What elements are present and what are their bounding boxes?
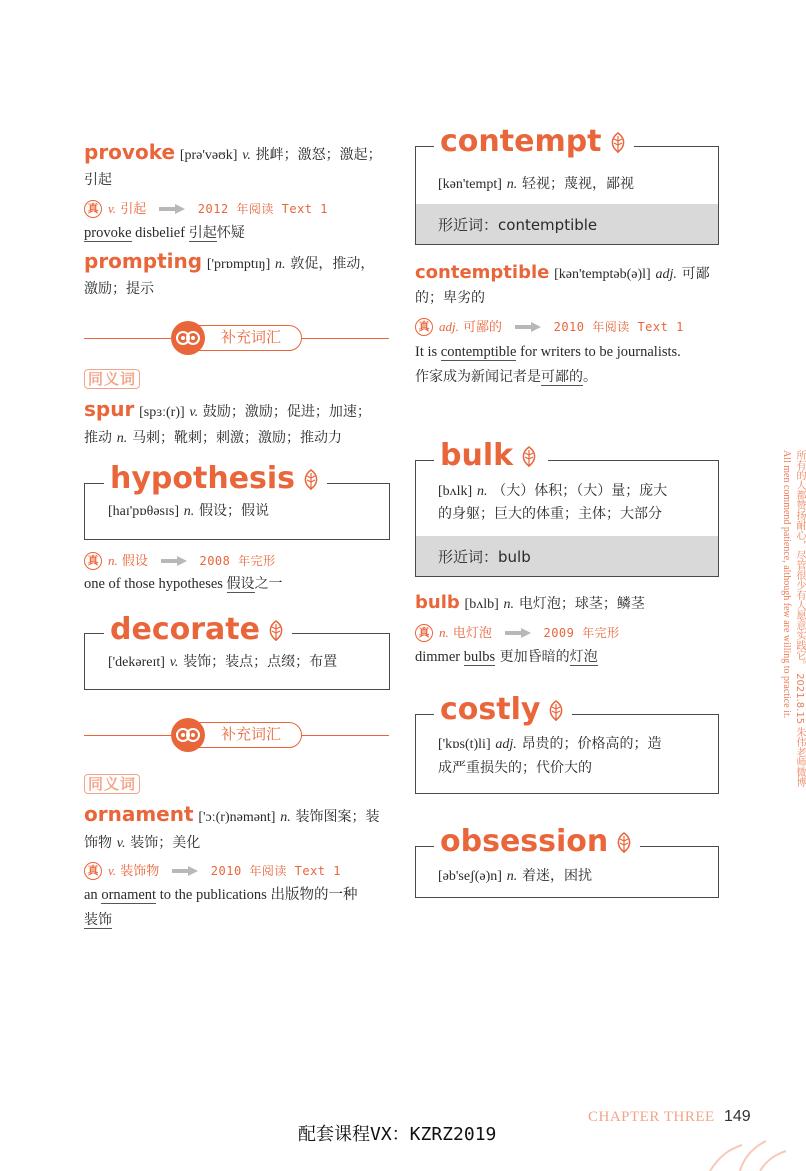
definition-continued: 的身躯；巨大的体重；主体；大部分 xyxy=(438,506,662,522)
phonetic: ['prɒmptɪŋ] xyxy=(206,257,271,272)
leaf-icon xyxy=(608,132,628,154)
definition: 电灯泡；球茎；鳞茎 xyxy=(518,596,645,612)
definition: 敦促，推动， xyxy=(290,256,375,272)
exam-source: 2012 年阅读 Text 1 xyxy=(197,202,328,216)
definition: 推动 xyxy=(84,430,112,446)
example-sentence xyxy=(415,339,681,366)
definition: 假设；假说 xyxy=(199,503,270,519)
headword: costly xyxy=(440,692,541,727)
leaf-icon xyxy=(546,700,566,722)
example-sentence xyxy=(84,571,283,598)
chapter-label: CHAPTER THREE xyxy=(588,1109,715,1125)
exam-citation xyxy=(415,313,684,341)
definition-continued: 引起 xyxy=(84,172,112,188)
phonetic: [bʌlk] xyxy=(438,484,473,499)
example-keyword-cn: 引起 xyxy=(188,225,217,241)
definition: 饰物 xyxy=(84,835,112,851)
part-of-speech: n. xyxy=(280,810,291,825)
example-keyword: ornament xyxy=(101,887,157,903)
phonetic: [haɪ'pɒθəsɪs] xyxy=(108,504,179,519)
example-sentence xyxy=(84,220,245,247)
part-of-speech: v. xyxy=(169,655,179,670)
leaf-icon xyxy=(266,620,286,642)
side-quote xyxy=(760,450,806,800)
headword: ornament xyxy=(84,802,194,826)
similar-label: 形近词： xyxy=(438,216,499,234)
boxed-headword xyxy=(434,692,572,727)
side-quote-chinese: 所有的人都赞扬耐心，尽管很少有人愿意实践它。 2021.8.15 朱伟老师微博 xyxy=(794,450,805,788)
part-of-speech: n. xyxy=(275,257,286,272)
definition: 装饰；装点；点缀；布置 xyxy=(183,654,338,670)
exam-badge: 真 xyxy=(84,552,102,570)
arrow-right-icon xyxy=(172,866,198,876)
exam-source: 2008 年完形 xyxy=(199,554,276,568)
similar-word-line xyxy=(438,546,531,567)
arrow-right-icon xyxy=(161,556,187,566)
headword: contempt xyxy=(440,124,602,159)
entry-spur xyxy=(84,396,371,426)
example-keyword: provoke xyxy=(84,225,132,241)
definition: 马刺；靴刺；刺激；激励；推动力 xyxy=(132,430,343,446)
exam-pos: v. xyxy=(108,201,117,216)
example-keyword-cn: 假设 xyxy=(226,576,255,592)
headword: provoke xyxy=(84,140,176,164)
exam-badge: 真 xyxy=(415,318,433,336)
leaf-decoration-icon xyxy=(700,1135,790,1171)
example-keyword: bulbs xyxy=(463,649,496,665)
definition: 可鄙 xyxy=(681,266,710,282)
example-text-cn: 之一 xyxy=(254,576,283,592)
part-of-speech: n. xyxy=(183,504,195,519)
exam-source: 2010 年阅读 Text 1 xyxy=(210,864,341,878)
definition: 装饰图案；装 xyxy=(295,809,380,825)
definition-continued: 的；卑劣的 xyxy=(415,290,485,306)
part-of-speech: n. xyxy=(503,597,515,612)
example-text: for writers to be journalists. xyxy=(516,344,681,360)
exam-meaning: 引起 xyxy=(120,202,147,217)
exam-badge: 真 xyxy=(84,200,102,218)
side-quote-english: All men commend patience, although few are willing to practice it. xyxy=(781,450,792,719)
phonetic: [spɜː(r)] xyxy=(139,405,185,420)
part-of-speech: v. xyxy=(116,836,126,851)
definition: （大）体积；（大）量；庞大 xyxy=(492,483,668,499)
part-of-speech: n. xyxy=(477,484,488,499)
definition: 鼓励；激励；促进；加速； xyxy=(202,404,371,420)
entry-prompting xyxy=(84,248,374,278)
exam-meaning: 电灯泡 xyxy=(452,626,492,641)
headword: decorate xyxy=(110,612,260,647)
similar-word: contemptible xyxy=(498,216,598,234)
example-text: It is xyxy=(415,344,441,360)
exam-source: 2009 年完形 xyxy=(543,626,620,640)
phonetic: [kən'temptəb(ə)l] xyxy=(554,267,651,282)
boxed-headword xyxy=(434,824,640,859)
supplementary-label: 补充词汇 xyxy=(221,328,282,346)
definition: 着迷，困扰 xyxy=(522,868,592,884)
leaf-icon xyxy=(519,446,539,468)
exam-pos: n. xyxy=(108,553,118,568)
similar-word-band xyxy=(416,536,718,576)
definition: 昂贵的；价格高的；造 xyxy=(521,736,662,752)
example-sentence-continued xyxy=(84,907,112,934)
exam-citation xyxy=(84,857,341,885)
headword: obsession xyxy=(440,824,609,859)
example-keyword-cn: 灯泡 xyxy=(569,649,598,665)
exam-source: 2010 年阅读 Text 1 xyxy=(553,320,684,334)
translation-text: 。 xyxy=(583,369,597,385)
boxed-headword xyxy=(434,438,545,473)
part-of-speech: v. xyxy=(189,405,199,420)
definition-continued: 激励；提示 xyxy=(84,281,154,297)
exam-pos: n. xyxy=(439,625,449,640)
arrow-right-icon xyxy=(159,204,185,214)
part-of-speech: n. xyxy=(506,177,518,192)
definition-line xyxy=(438,862,592,890)
synonym-header xyxy=(84,773,140,794)
phonetic: ['ɔː(r)nəmənt] xyxy=(198,810,276,825)
headword: prompting xyxy=(84,249,203,273)
definition-continued: 成严重损失的；代价大的 xyxy=(438,760,592,776)
similar-word: bulb xyxy=(498,548,531,566)
supplementary-vocab-header xyxy=(172,722,302,748)
owl-icon xyxy=(171,321,205,355)
example-text-cn: 怀疑 xyxy=(216,225,245,241)
definition-line xyxy=(438,170,634,198)
exam-badge: 真 xyxy=(84,862,102,880)
part-of-speech: n. xyxy=(506,869,518,884)
boxed-headword xyxy=(434,124,634,159)
example-text-cn: 更加昏暗的 xyxy=(495,649,570,665)
owl-icon xyxy=(171,718,205,752)
example-sentence xyxy=(84,882,357,909)
definition-line xyxy=(438,730,662,758)
exam-meaning: 可鄙的 xyxy=(463,320,503,335)
definition-line xyxy=(108,497,269,525)
phonetic: [əb'seʃ(ə)n] xyxy=(438,869,502,884)
exam-pos: v. xyxy=(108,863,117,878)
phonetic: ['dekəreɪt] xyxy=(108,655,165,670)
boxed-headword xyxy=(104,461,327,496)
definition: 装饰；美化 xyxy=(130,835,201,851)
arrow-right-icon xyxy=(515,322,541,332)
exam-citation xyxy=(415,619,620,647)
watermark-text: 配套课程VX：KZRZ2019 xyxy=(298,1124,497,1145)
entry-ornament xyxy=(84,801,380,831)
example-text: one of those hypotheses xyxy=(84,576,227,592)
definition-continued xyxy=(84,829,200,857)
exam-citation xyxy=(84,195,328,223)
headword: spur xyxy=(84,397,135,421)
example-text: dimmer xyxy=(415,649,464,665)
part-of-speech: adj. xyxy=(495,737,517,752)
exam-pos: adj. xyxy=(439,319,459,334)
phonetic: [kən'tempt] xyxy=(438,177,502,192)
headword: contemptible xyxy=(415,262,550,283)
definition: 轻视；蔑视，鄙视 xyxy=(522,176,635,192)
example-text: disbelief xyxy=(131,225,189,241)
synonym-header xyxy=(84,368,140,389)
part-of-speech: adj. xyxy=(655,267,677,282)
similar-word-line xyxy=(438,214,597,235)
example-translation xyxy=(415,364,597,391)
arrow-right-icon xyxy=(505,628,531,638)
part-of-speech: v. xyxy=(242,148,251,163)
phonetic: [prə'vəʊk] xyxy=(179,148,238,163)
boxed-headword xyxy=(104,612,292,647)
supplementary-vocab-header xyxy=(172,325,302,351)
entry-bulb xyxy=(415,589,645,618)
leaf-icon xyxy=(614,832,634,854)
example-text: to the publications 出版物的一种 xyxy=(156,887,358,903)
definition-continued xyxy=(84,424,342,452)
example-keyword: contemptible xyxy=(440,344,517,360)
exam-badge: 真 xyxy=(415,624,433,642)
supplementary-label: 补充词汇 xyxy=(221,725,282,743)
example-text: an xyxy=(84,887,102,903)
example-sentence xyxy=(415,644,598,671)
exam-meaning: 装饰物 xyxy=(120,864,160,879)
phonetic: ['kɒs(t)li] xyxy=(438,737,491,752)
headword: bulb xyxy=(415,592,460,613)
entry-contemptible xyxy=(415,259,710,288)
phonetic: [bʌlb] xyxy=(464,597,499,612)
similar-word-band xyxy=(416,204,718,244)
synonym-label: 同义词 xyxy=(84,774,140,794)
translation-text: 作家成为新闻记者是 xyxy=(415,369,541,385)
exam-meaning: 假设 xyxy=(121,554,148,569)
translation-keyword: 可鄙的 xyxy=(541,369,583,385)
part-of-speech: n. xyxy=(116,431,128,446)
headword: hypothesis xyxy=(110,461,296,496)
similar-label: 形近词： xyxy=(438,548,499,566)
example-keyword-cn: 装饰 xyxy=(84,912,112,928)
headword: bulk xyxy=(440,438,514,473)
definition: 挑衅；激怒；激起； xyxy=(255,147,382,163)
page-number: 149 xyxy=(724,1108,751,1125)
synonym-label: 同义词 xyxy=(84,369,140,389)
definition-line xyxy=(108,648,337,676)
leaf-icon xyxy=(301,469,321,491)
entry-provoke xyxy=(84,139,382,169)
